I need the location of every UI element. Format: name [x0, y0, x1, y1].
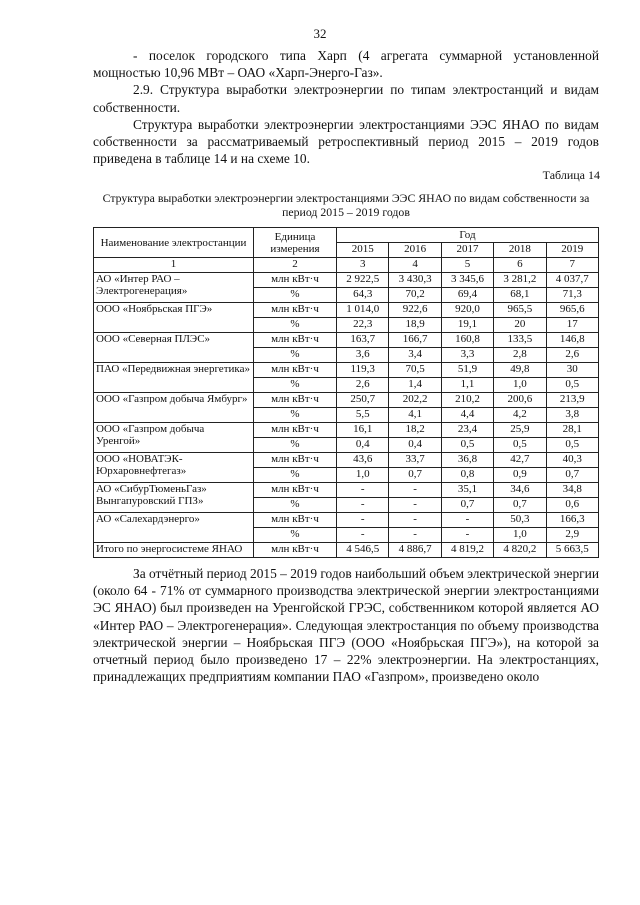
value-cell: 20	[494, 318, 546, 333]
value-cell: 2 922,5	[337, 273, 389, 288]
value-cell: 3,6	[337, 348, 389, 363]
value-cell: 25,9	[494, 423, 546, 438]
unit-cell: %	[254, 498, 337, 513]
value-cell: 3,8	[546, 408, 598, 423]
value-cell: 133,5	[494, 333, 546, 348]
station-name: ООО «Газпром добыча Уренгой»	[94, 423, 254, 453]
value-cell: 0,6	[546, 498, 598, 513]
table-row	[94, 333, 599, 348]
intro-paragraph: - поселок городского типа Харп (4 агрегата суммарной установленной мощностью 10,96 МВт – ОАО «Харп-Энерго-Газ».	[93, 48, 599, 81]
unit-cell: млн кВт·ч	[254, 303, 337, 318]
value-cell: 69,4	[441, 288, 493, 303]
value-cell: 16,1	[337, 423, 389, 438]
station-name: ПАО «Передвижная энергетика»	[94, 363, 254, 393]
value-cell: 920,0	[441, 303, 493, 318]
table-row	[94, 273, 599, 288]
header-unit: Единица измерения	[254, 228, 337, 258]
table-header-row	[94, 228, 599, 243]
value-cell: 40,3	[546, 453, 598, 468]
table-row	[94, 453, 599, 468]
value-cell: 160,8	[441, 333, 493, 348]
year-cell: 2017	[441, 243, 493, 258]
total-value: 4 546,5	[337, 543, 389, 558]
value-cell: 51,9	[441, 363, 493, 378]
year-cell: 2015	[337, 243, 389, 258]
value-cell: 213,9	[546, 393, 598, 408]
value-cell: -	[389, 483, 441, 498]
value-cell: 0,4	[337, 438, 389, 453]
value-cell: 3,3	[441, 348, 493, 363]
total-value: 4 819,2	[441, 543, 493, 558]
value-cell: 4,1	[389, 408, 441, 423]
station-name: ООО «НОВАТЭК-Юрхаровнефтегаз»	[94, 453, 254, 483]
value-cell: 965,6	[546, 303, 598, 318]
table-row	[94, 483, 599, 498]
intro-text	[93, 47, 599, 167]
total-unit: млн кВт·ч	[254, 543, 337, 558]
value-cell: 3 430,3	[389, 273, 441, 288]
total-name: Итого по энергосистеме ЯНАО	[94, 543, 254, 558]
value-cell: 17	[546, 318, 598, 333]
value-cell: 2,6	[546, 348, 598, 363]
page-number: 32	[313, 26, 327, 41]
value-cell: 1,4	[389, 378, 441, 393]
total-value: 5 663,5	[546, 543, 598, 558]
unit-cell: млн кВт·ч	[254, 333, 337, 348]
value-cell: 50,3	[494, 513, 546, 528]
value-cell: -	[389, 498, 441, 513]
value-cell: 3 345,6	[441, 273, 493, 288]
table-row	[94, 363, 599, 378]
header-name: Наименование электростанции	[94, 228, 254, 258]
station-name: АО «СибурТюменьГаз» Вынгапуровский ГПЗ»	[94, 483, 254, 513]
value-cell: 0,9	[494, 468, 546, 483]
value-cell: 18,2	[389, 423, 441, 438]
value-cell: 0,5	[546, 438, 598, 453]
column-number: 1	[94, 258, 254, 273]
value-cell: 200,6	[494, 393, 546, 408]
value-cell: 0,4	[389, 438, 441, 453]
value-cell: 33,7	[389, 453, 441, 468]
value-cell: 70,5	[389, 363, 441, 378]
column-number: 2	[254, 258, 337, 273]
value-cell: 23,4	[441, 423, 493, 438]
value-cell: 1 014,0	[337, 303, 389, 318]
station-name: АО «Интер РАО – Электрогенерация»	[94, 273, 254, 303]
value-cell: 163,7	[337, 333, 389, 348]
conclusion-text	[93, 565, 599, 685]
generation-table	[93, 227, 599, 558]
value-cell: 4,2	[494, 408, 546, 423]
value-cell: 146,8	[546, 333, 598, 348]
value-cell: 0,5	[546, 378, 598, 393]
table-colnum-row	[94, 258, 599, 273]
table-row	[94, 303, 599, 318]
total-row	[94, 543, 599, 558]
value-cell: 22,3	[337, 318, 389, 333]
table-row	[94, 513, 599, 528]
value-cell: -	[337, 528, 389, 543]
station-name: ООО «Газпром добыча Ямбург»	[94, 393, 254, 423]
value-cell: 0,7	[389, 468, 441, 483]
unit-cell: млн кВт·ч	[254, 363, 337, 378]
year-cell: 2018	[494, 243, 546, 258]
value-cell: 35,1	[441, 483, 493, 498]
value-cell: 0,5	[494, 438, 546, 453]
unit-cell: %	[254, 318, 337, 333]
table-caption: Структура выработки электроэнергии электростанциями ЭЭС ЯНАО по видам собственности за период 2015 – 2019 годов	[102, 191, 590, 219]
value-cell: 210,2	[441, 393, 493, 408]
value-cell: 18,9	[389, 318, 441, 333]
value-cell: 166,3	[546, 513, 598, 528]
value-cell: 2,8	[494, 348, 546, 363]
station-name: ООО «Северная ПЛЭС»	[94, 333, 254, 363]
table-row	[94, 393, 599, 408]
unit-cell: млн кВт·ч	[254, 423, 337, 438]
value-cell: -	[337, 483, 389, 498]
value-cell: -	[337, 513, 389, 528]
intro-paragraph: 2.9. Структура выработки электроэнергии по типам электростанций и видам собственности.	[93, 82, 599, 115]
value-cell: 3,4	[389, 348, 441, 363]
table-label: Таблица 14	[542, 168, 600, 182]
value-cell: 2,6	[337, 378, 389, 393]
value-cell: 0,7	[441, 498, 493, 513]
value-cell: 202,2	[389, 393, 441, 408]
value-cell: 28,1	[546, 423, 598, 438]
value-cell: 922,6	[389, 303, 441, 318]
intro-paragraph: Структура выработки электроэнергии электростанциями ЭЭС ЯНАО по видам собственности за рассматриваемый ретроспективный период 2015 – 2019 годов приведена в таблице 14 и на схеме 10.	[93, 116, 599, 167]
total-value: 4 886,7	[389, 543, 441, 558]
value-cell: 1,1	[441, 378, 493, 393]
value-cell: 166,7	[389, 333, 441, 348]
unit-cell: %	[254, 468, 337, 483]
column-number: 4	[389, 258, 441, 273]
value-cell: 965,5	[494, 303, 546, 318]
value-cell: 119,3	[337, 363, 389, 378]
value-cell: 34,6	[494, 483, 546, 498]
value-cell: -	[441, 513, 493, 528]
value-cell: 4,4	[441, 408, 493, 423]
value-cell: 2,9	[546, 528, 598, 543]
value-cell: 0,8	[441, 468, 493, 483]
conclusion-paragraph: За отчётный период 2015 – 2019 годов наибольший объем электрической энергии (около 64 - 71% от суммарного производства электрической энергии электростанциями ЭС ЯНАО) был произведен на Уренгойской ГРЭС, собственником которой является АО «Интер РАО – Электрогенерация». Следующая электростанция по объему производства электрической энергии – Ноябрьская ПГЭ (ООО «Ноябрьская ПГЭ»), на которой за отчетный период было произведено 17 – 22% электроэнергии. На электростанциях, принадлежащих предприятиям компании ПАО «Газпром», произведено около	[93, 566, 599, 685]
value-cell: 19,1	[441, 318, 493, 333]
value-cell: 30	[546, 363, 598, 378]
value-cell: 64,3	[337, 288, 389, 303]
value-cell: 71,3	[546, 288, 598, 303]
value-cell: 1,0	[337, 468, 389, 483]
unit-cell: %	[254, 378, 337, 393]
column-number: 5	[441, 258, 493, 273]
value-cell: 4 037,7	[546, 273, 598, 288]
value-cell: 1,0	[494, 528, 546, 543]
value-cell: 250,7	[337, 393, 389, 408]
unit-cell: млн кВт·ч	[254, 513, 337, 528]
station-name: ООО «Ноябрьская ПГЭ»	[94, 303, 254, 333]
total-value: 4 820,2	[494, 543, 546, 558]
value-cell: -	[441, 528, 493, 543]
unit-cell: млн кВт·ч	[254, 453, 337, 468]
unit-cell: %	[254, 288, 337, 303]
value-cell: 68,1	[494, 288, 546, 303]
year-cell: 2016	[389, 243, 441, 258]
value-cell: 42,7	[494, 453, 546, 468]
unit-cell: млн кВт·ч	[254, 393, 337, 408]
station-name: АО «Салехардэнерго»	[94, 513, 254, 543]
value-cell: 5,5	[337, 408, 389, 423]
value-cell: -	[337, 498, 389, 513]
header-year: Год	[337, 228, 599, 243]
column-number: 6	[494, 258, 546, 273]
value-cell: 0,7	[494, 498, 546, 513]
value-cell: 43,6	[337, 453, 389, 468]
unit-cell: млн кВт·ч	[254, 273, 337, 288]
unit-cell: %	[254, 348, 337, 363]
value-cell: 36,8	[441, 453, 493, 468]
value-cell: 34,8	[546, 483, 598, 498]
unit-cell: %	[254, 408, 337, 423]
table-row	[94, 423, 599, 438]
value-cell: 1,0	[494, 378, 546, 393]
column-number: 3	[337, 258, 389, 273]
unit-cell: %	[254, 438, 337, 453]
column-number: 7	[546, 258, 598, 273]
value-cell: 49,8	[494, 363, 546, 378]
value-cell: -	[389, 528, 441, 543]
value-cell: -	[389, 513, 441, 528]
value-cell: 70,2	[389, 288, 441, 303]
value-cell: 0,5	[441, 438, 493, 453]
unit-cell: млн кВт·ч	[254, 483, 337, 498]
unit-cell: %	[254, 528, 337, 543]
value-cell: 0,7	[546, 468, 598, 483]
value-cell: 3 281,2	[494, 273, 546, 288]
year-cell: 2019	[546, 243, 598, 258]
